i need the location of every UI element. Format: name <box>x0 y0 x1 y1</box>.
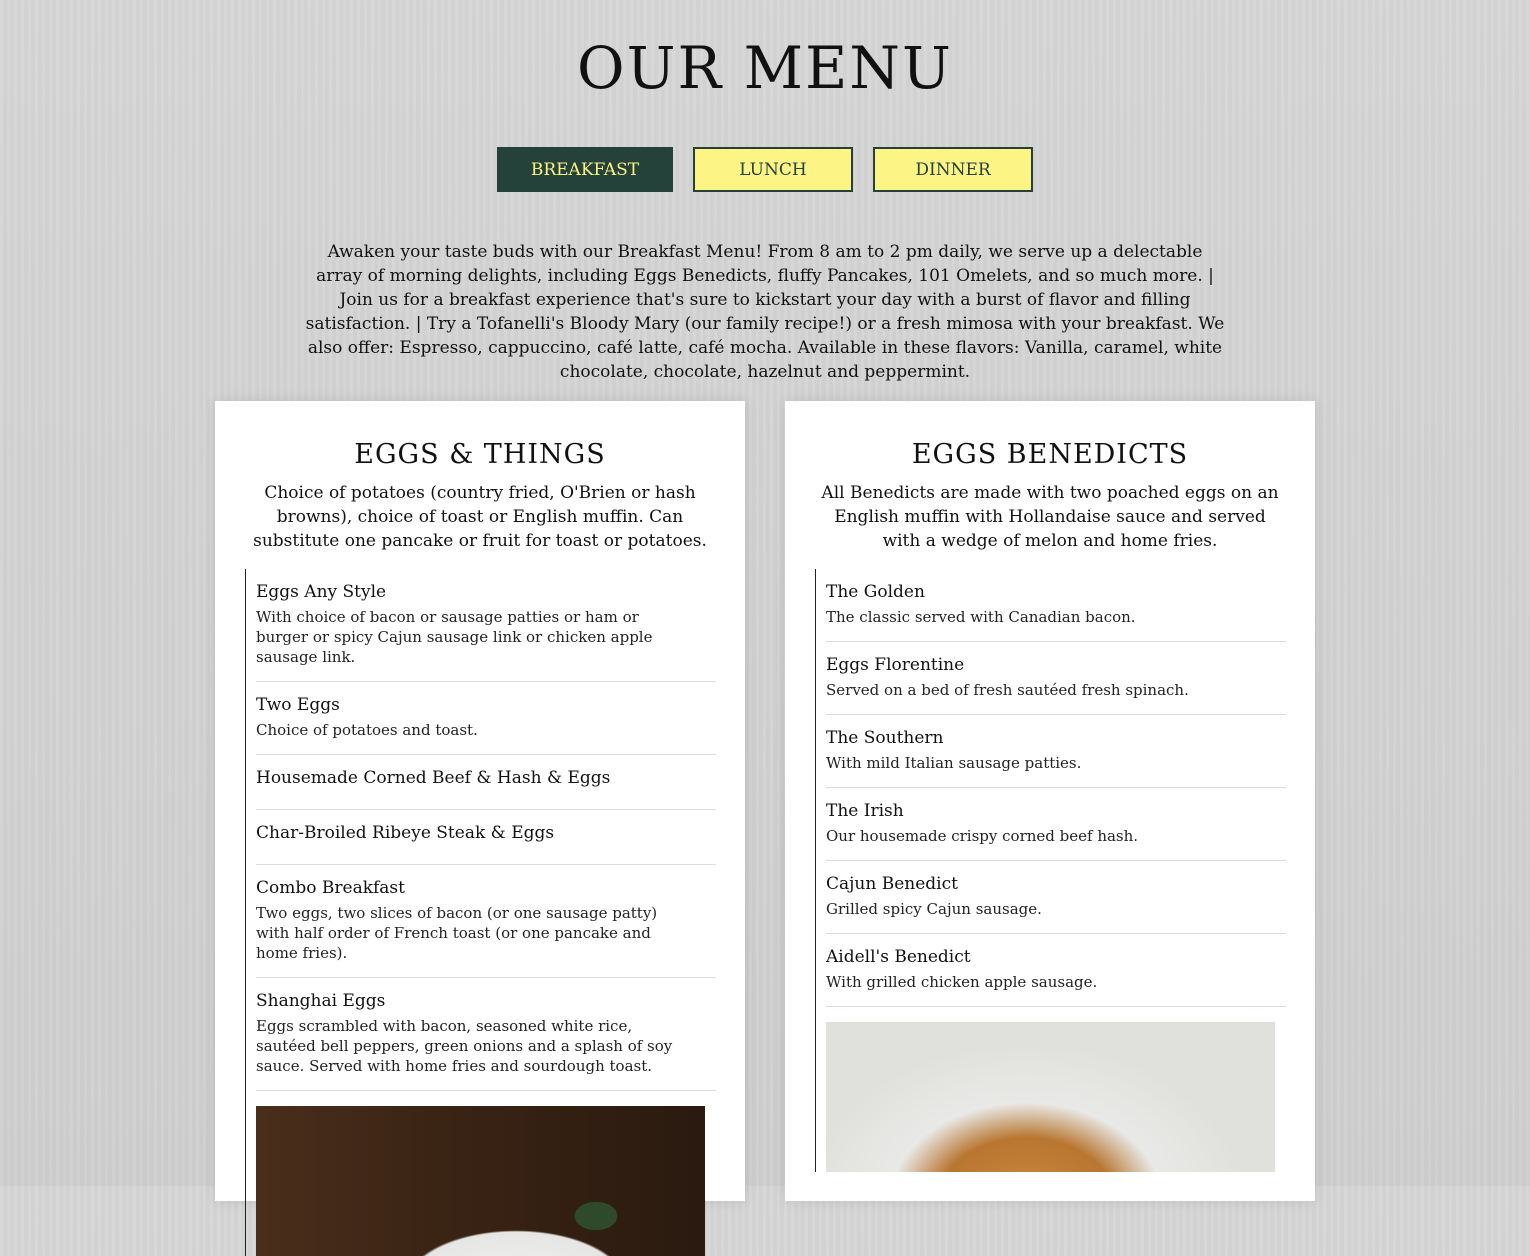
menu-item <box>826 715 1286 788</box>
menu-item-description: With mild Italian sausage patties. <box>826 754 1082 772</box>
page-title: OUR MENU <box>577 34 953 102</box>
food-photo <box>256 1106 705 1256</box>
menu-item <box>826 861 1286 934</box>
menu-item <box>256 755 716 810</box>
menu-item-description: The classic served with Canadian bacon. <box>826 608 1136 626</box>
menu-item-description: Our housemade crispy corned beef hash. <box>826 827 1139 845</box>
menu-item-name: Two Eggs <box>256 695 340 715</box>
menu-item <box>826 788 1286 861</box>
menu-item-name: Aidell's Benedict <box>826 947 971 967</box>
menu-intro: Awaken your taste buds with our Breakfast Menu! From 8 am to 2 pm daily, we serve up a delectable array of morning delights, including Eggs Benedicts, fluffy Pancakes, 101 Omelets, and so much more. | Join us for a breakfast experience that's sure to kickstart your day with a burst of flavor and filling satisfaction. | Try a Tofanelli's Bloody Mary (our family recipe!) or a fresh mimosa with your breakfast. We also offer: Espresso, cappuccino, café latte, café mocha. Available in these flavors: Vanilla, caramel, white chocolate, chocolate, hazelnut and peppermint. <box>305 242 1225 382</box>
menu-item-description: Two eggs, two slices of bacon (or one sausage patty) with half order of French toast (or one pancake and home fries). <box>256 904 658 962</box>
menu-item <box>256 865 716 978</box>
section-title: EGGS BENEDICTS <box>911 439 1189 470</box>
menu-item <box>826 642 1286 715</box>
tab-dinner[interactable]: DINNER <box>873 147 1033 192</box>
menu-item <box>826 569 1286 642</box>
menu-item-description: Grilled spicy Cajun sausage. <box>826 900 1042 918</box>
menu-tabs <box>0 147 1530 192</box>
menu-item-list <box>815 569 1286 1172</box>
menu-item-name: Eggs Any Style <box>256 582 387 602</box>
menu-item-description: With grilled chicken apple sausage. <box>826 973 1098 991</box>
menu-item <box>256 569 716 682</box>
menu-item-name: Cajun Benedict <box>826 874 958 894</box>
menu-item-description: Served on a bed of fresh sautéed fresh spinach. <box>826 681 1189 699</box>
menu-item-description: Eggs scrambled with bacon, seasoned white rice, sautéed bell peppers, green onions and a splash of soy sauce. Served with home fries and sourdough toast. <box>256 1017 673 1075</box>
menu-item-name: Shanghai Eggs <box>256 991 386 1011</box>
tab-lunch[interactable]: LUNCH <box>693 147 853 192</box>
menu-item <box>256 810 716 865</box>
menu-item-name: Combo Breakfast <box>256 878 405 898</box>
menu-item-name: Char-Broiled Ribeye Steak & Eggs <box>256 823 555 843</box>
menu-card-eggs-benedicts <box>785 401 1315 1201</box>
menu-card-eggs-and-things <box>215 401 745 1201</box>
menu-item-name: The Golden <box>826 582 925 602</box>
menu-item-name: The Southern <box>826 728 944 748</box>
menu-item-name: Eggs Florentine <box>826 655 965 675</box>
section-title: EGGS & THINGS <box>354 439 606 470</box>
tab-breakfast[interactable]: BREAKFAST <box>497 147 673 192</box>
menu-item-description: Choice of potatoes and toast. <box>256 721 478 739</box>
menu-item <box>256 682 716 755</box>
section-description: Choice of potatoes (country fried, O'Brien or hash browns), choice of toast or English muffin. Can substitute one pancake or fruit for toast or potatoes. <box>253 483 707 551</box>
menu-item-description: With choice of bacon or sausage patties or ham or burger or spicy Cajun sausage link or chicken apple sausage link. <box>256 608 653 666</box>
menu-item <box>256 978 716 1091</box>
menu-item-name: Housemade Corned Beef & Hash & Eggs <box>256 768 611 788</box>
menu-item-list <box>245 569 716 1256</box>
section-description: All Benedicts are made with two poached eggs on an English muffin with Hollandaise sauce and served with a wedge of melon and home fries. <box>821 483 1279 551</box>
food-photo <box>826 1022 1275 1172</box>
menu-item-name: The Irish <box>826 801 904 821</box>
menu-item <box>826 934 1286 1007</box>
